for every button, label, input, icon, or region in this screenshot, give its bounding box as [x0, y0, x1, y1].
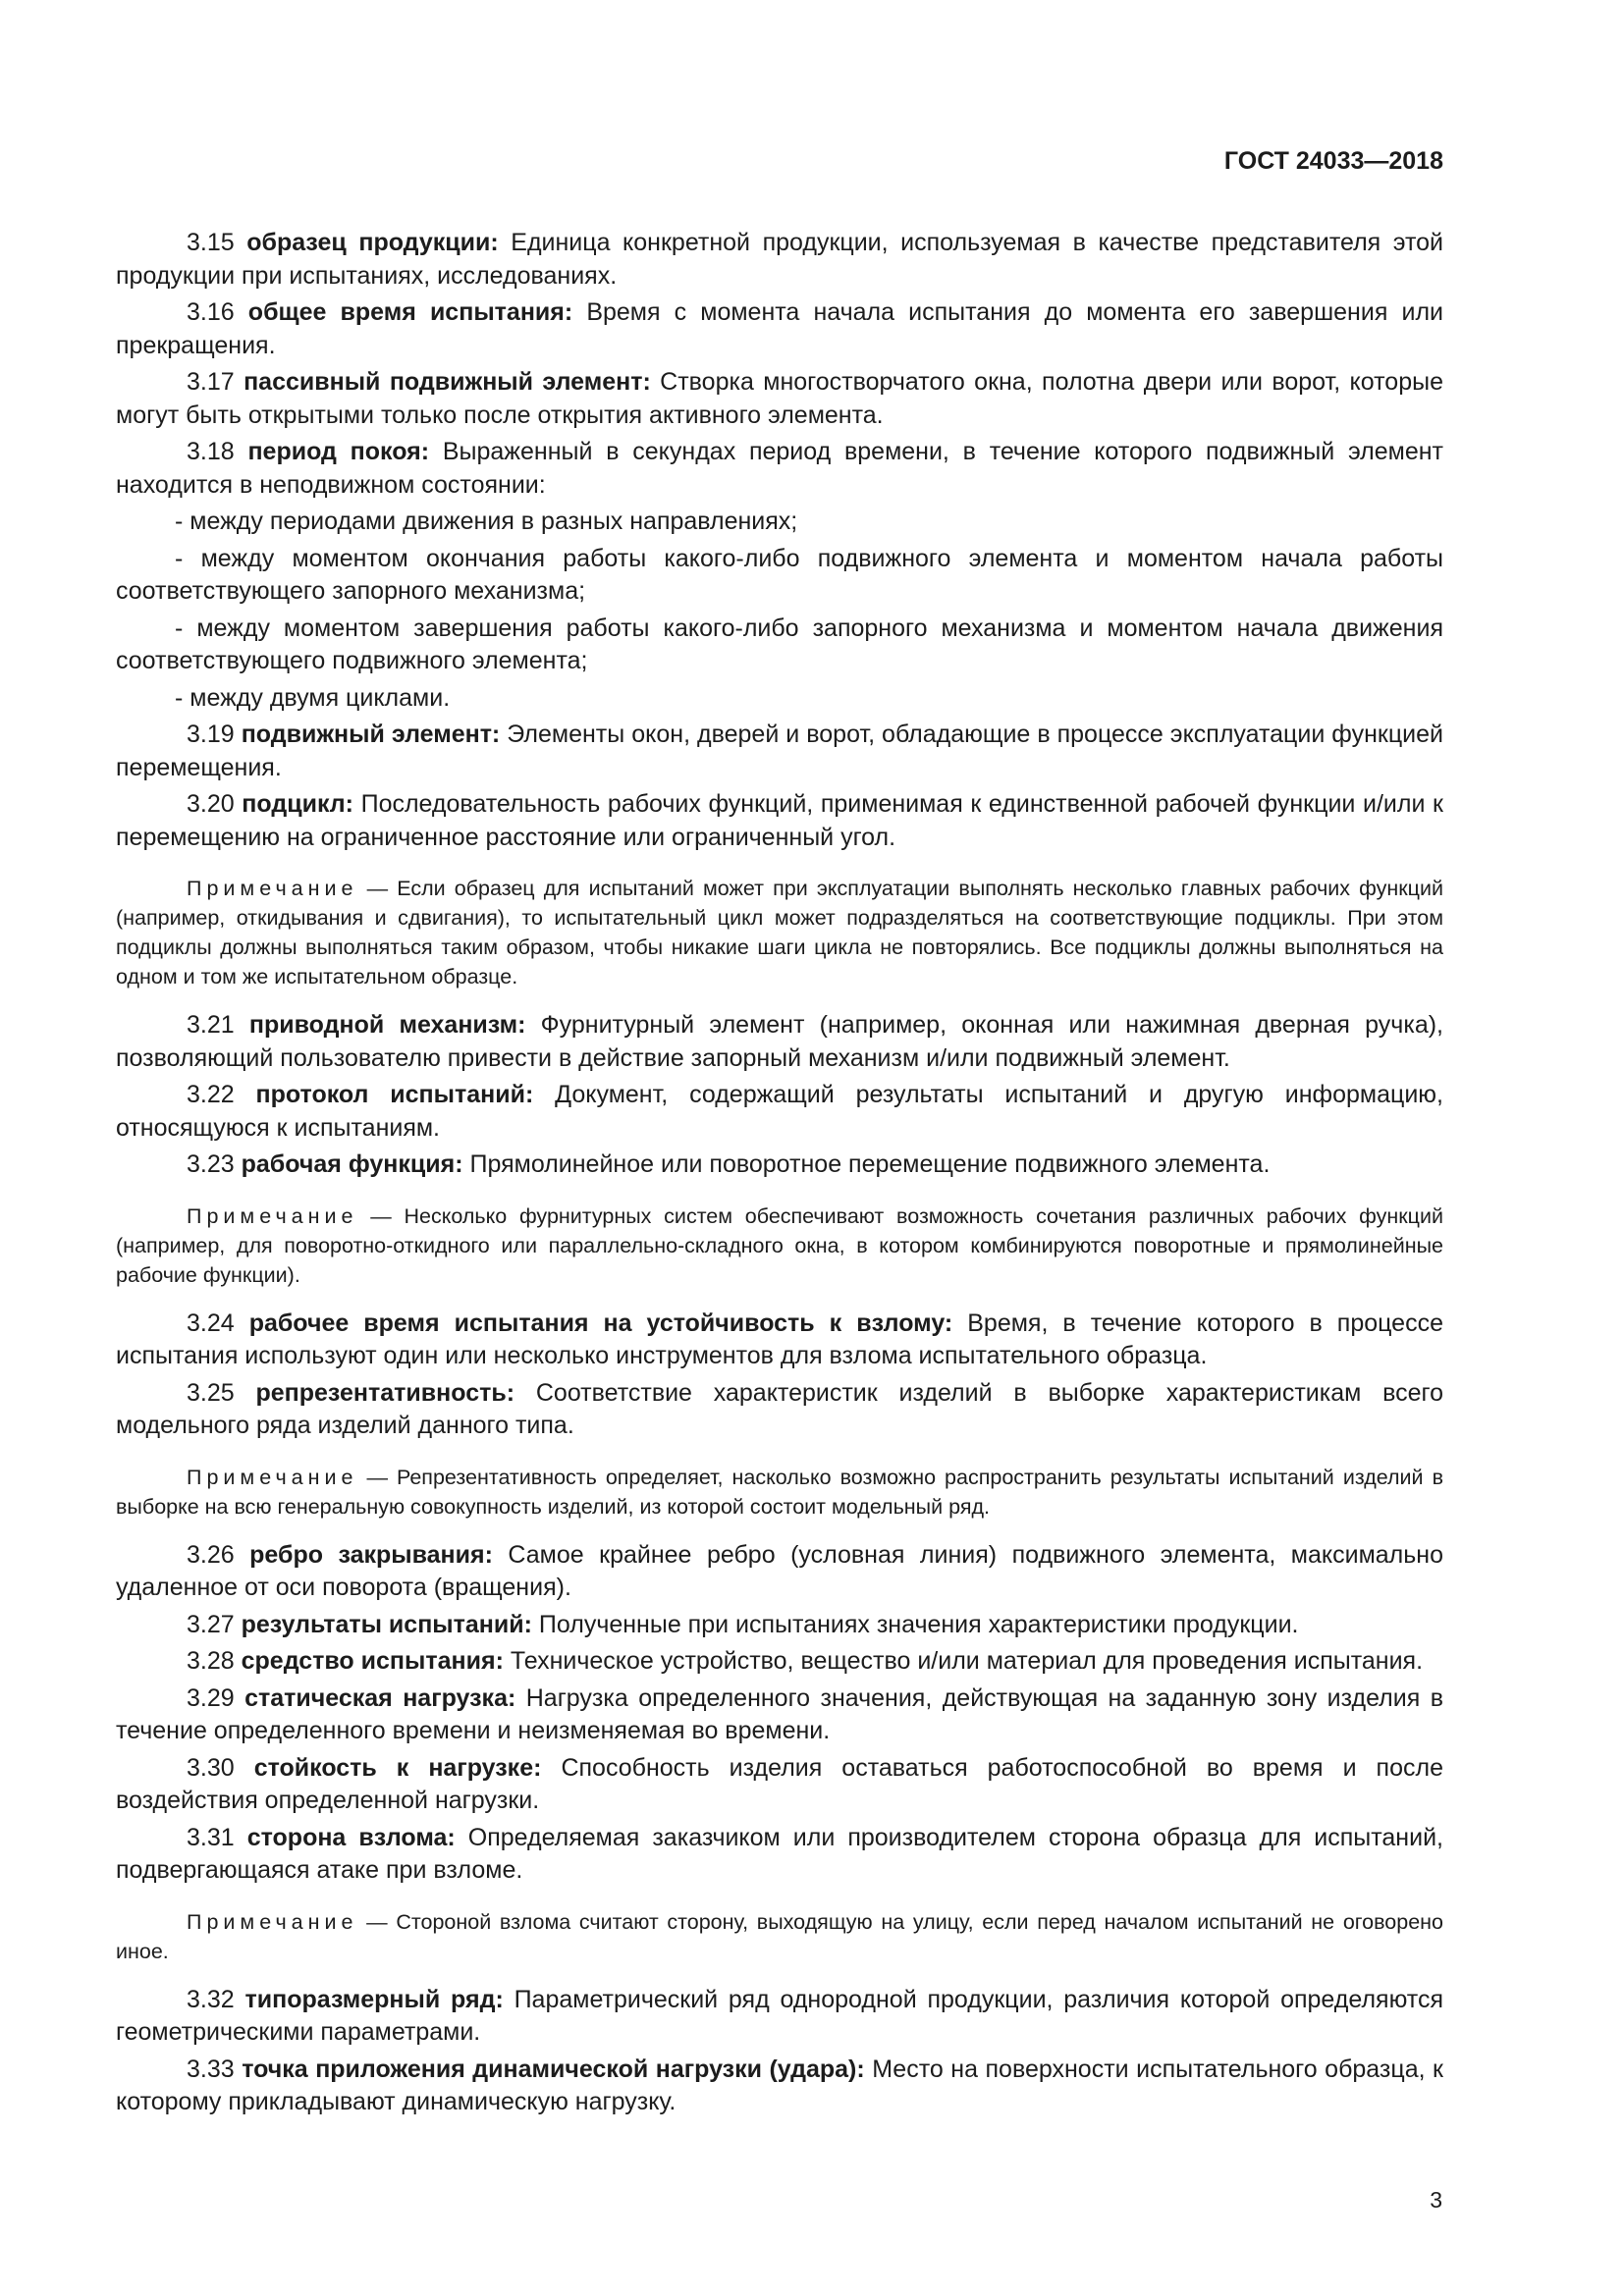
term-3-23: 3.23 рабочая функция: Прямолинейное или поворотное перемещение подвижного элемента. [187, 1150, 1271, 1178]
note-4: Примечание — Стороной взлома считают сторону, выходящую на улицу, если перед началом испытаний не оговорено иное. [116, 1909, 1444, 1963]
term-3-19: 3.19 подвижный элемент: Элементы окон, дверей и ворот, обладающие в процессе эксплуатации функцией перемещения. [116, 721, 1443, 781]
term-3-30: 3.30 стойкость к нагрузке: Способность изделия оставаться работоспособной во время и после воздействия определенной нагрузки. [116, 1753, 1443, 1814]
term-3-26: 3.26 ребро закрывания: Самое крайнее ребро (условная линия) подвижного элемента, максимально удаленное от оси поворота (вращения). [116, 1540, 1443, 1601]
list-item: - между периодами движения в разных направлениях; [175, 507, 798, 535]
term-3-22: 3.22 протокол испытаний: Документ, содержащий результаты испытаний и другую информацию, относящуюся к испытаниям. [116, 1081, 1443, 1142]
term-3-24: 3.24 рабочее время испытания на устойчивость к взлому: Время, в течение которого в процессе испытания используют один или несколько инструментов для взлома испытательного образца. [116, 1308, 1443, 1369]
term-3-33: 3.33 точка приложения динамической нагрузки (удара): Место на поверхности испытательного образца, к которому прикладывают динамическую нагрузку. [116, 2055, 1443, 2115]
note-2: Примечание — Несколько фурнитурных систем обеспечивают возможность сочетания различных рабочих функций (например, для поворотно-откидного или параллельно-складного окна, в котором комбинируются поворотные и прямолинейные рабочие функции). [116, 1203, 1443, 1287]
term-3-15: 3.15 образец продукции: Единица конкретной продукции, используемая в качестве представителя этой продукции при испытаниях, исследованиях. [116, 229, 1444, 290]
term-3-27: 3.27 результаты испытаний: Полученные при испытаниях значения характеристики продукции. [187, 1610, 1299, 1638]
document-body [116, 227, 1443, 2123]
term-3-31: 3.31 сторона взлома: Определяемая заказчиком или производителем сторона образца для испытаний, подвергающаяся атаке при взломе. [116, 1823, 1443, 1884]
list-item: - между моментом завершения работы какого-либо запорного механизма и моментом начала движения соответствующего подвижного элемента; [116, 614, 1443, 674]
term-3-17: 3.17 пассивный подвижный элемент: Створка многостворчатого окна, полотна двери или ворот, которые могут быть открытыми только после открытия активного элемента. [116, 368, 1443, 429]
term-3-18: 3.18 период покоя: Выраженный в секундах период времени, в течение которого подвижный элемент находится в неподвижном состоянии: [116, 438, 1443, 499]
list-item: - между моментом окончания работы какого-либо подвижного элемента и моментом начала работы соответствующего запорного механизма; [116, 544, 1443, 605]
term-3-28: 3.28 средство испытания: Техническое устройство, вещество и/или материал для проведения испытания. [187, 1647, 1424, 1675]
document-code: ГОСТ 24033—2018 [1223, 147, 1443, 175]
note-3: Примечание — Репрезентативность определяет, насколько возможно распространить результаты испытаний изделий в выборке на всю генеральную совокупность изделий, из которой состоит модельный ряд. [116, 1465, 1443, 1519]
term-3-32: 3.32 типоразмерный ряд: Параметрический ряд однородной продукции, различия которой определяются геометрическими параметрами. [116, 1985, 1443, 2046]
page-number: 3 [1430, 2187, 1442, 2213]
term-3-25: 3.25 репрезентативность: Соответствие характеристик изделий в выборке характеристикам всего модельного ряда изделий данного типа. [116, 1378, 1444, 1439]
term-3-29: 3.29 статическая нагрузка: Нагрузка определенного значения, действующая на заданную зону изделия в течение определенного времени и неизменяемая во времени. [116, 1683, 1443, 1744]
note-1: Примечание — Если образец для испытаний может при эксплуатации выполнять несколько главных рабочих функций (например, откидывания и сдвигания), то испытательный цикл может подразделяться на соответствующие подциклы. При этом подциклы должны выполняться таким образом, чтобы никакие шаги цикла не повторялись. Все подциклы должны выполняться на одном и том же испытательном образце. [116, 877, 1443, 988]
term-3-16: 3.16 общее время испытания: Время с момента начала испытания до момента его завершения или прекращения. [116, 298, 1443, 359]
term-3-20: 3.20 подцикл: Последовательность рабочих функций, применимая к единственной рабочей функции и/или к перемещению на ограниченное расстояние или ограниченный угол. [116, 790, 1443, 851]
list-item: - между двумя циклами. [175, 683, 451, 712]
term-3-21: 3.21 приводной механизм: Фурнитурный элемент (например, оконная или нажимная дверная ручка), позволяющий пользователю привести в действие запорный механизм и/или подвижный элемент. [116, 1011, 1443, 1072]
